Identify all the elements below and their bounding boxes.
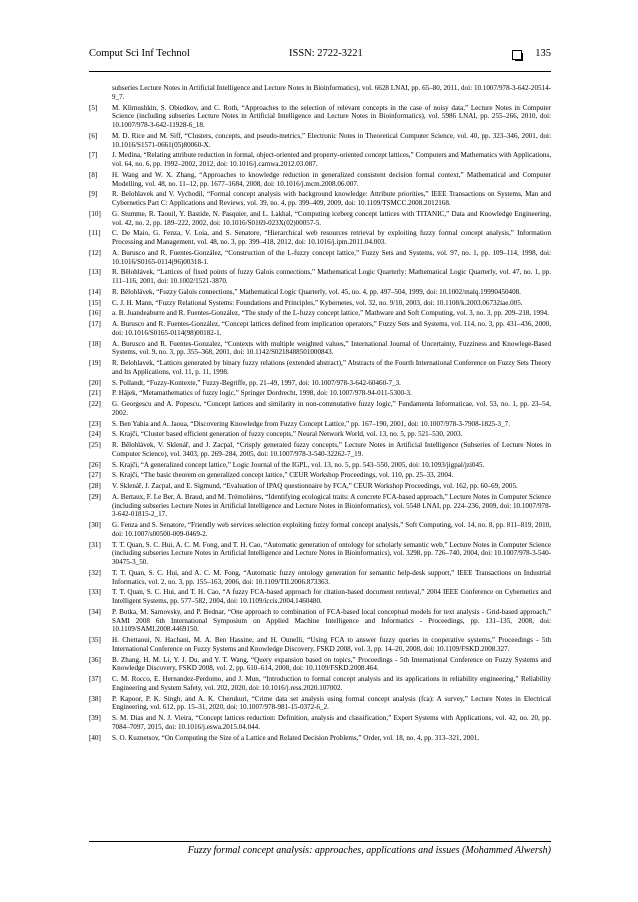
reference-number: [15]: [89, 298, 101, 307]
reference-text: R. Belohlavek, “Lattices generated by binary fuzzy relations (extended abstract),” Abstracts of the Fourth International Conference on Fuzzy Sets Theory and Its Applications, vol. 11, p. 11, 1998.: [112, 359, 551, 376]
reference-text: C. M. Rocco, E. Hernandez-Perdomo, and J. Mun, “Introduction to formal concept analysis and its applications in reliability engineering,” Reliability Engineering and System Safety, vol. 202, 2020, doi: 10.1016/j.ress.2020.107002.: [112, 675, 551, 692]
reference-number: [35]: [89, 636, 101, 644]
reference-item: [89, 210, 551, 228]
reference-number: [32]: [89, 568, 101, 577]
reference-number: [5]: [89, 103, 98, 112]
reference-item: [89, 359, 551, 377]
reference-item: [89, 636, 551, 654]
reference-item: [89, 190, 551, 208]
reference-number: [22]: [89, 400, 101, 408]
reference-list: [89, 84, 551, 744]
reference-item: [89, 340, 551, 358]
reference-number: [20]: [89, 378, 101, 387]
reference-number: [39]: [89, 714, 101, 722]
reference-item: [89, 288, 551, 297]
reference-text: A. Burusco and R. Fuentes-González, “Concept lattices defined from implication operators,” Fuzzy Sets and Systems, vol. 114, no. 3, pp. 431–436, 2000, doi: 10.1016/S0165-0114(98)00182-1.: [112, 320, 551, 337]
reference-text: B. Zhang, H. M. Li, Y. J. Du, and Y. T. Wang, “Query expansion based on topics,” Proceedings - 5th International Conference on Fuzzy Systems and Knowledge Discovery, FSKD 2008, vol. 2, pp. 610–614, 2008, doi: 10.1109/FSKD.2008.464.: [112, 655, 551, 673]
reference-number: [16]: [89, 309, 101, 318]
reference-item: [89, 171, 551, 189]
reference-number: [38]: [89, 694, 101, 703]
reference-text: H. Wang and W. X. Zhang, “Approaches to knowledge reduction in generalized consistent decision formal context,” Mathematical and Computer Modelling, vol. 48, no. 11–12, pp. 1677–1684, 2008, doi: 10.1016/j.mcm.2008.06.007.: [112, 170, 551, 188]
reference-number: [37]: [89, 675, 101, 683]
reference-number: [14]: [89, 287, 101, 296]
reference-item: [89, 608, 551, 634]
reference-number: [18]: [89, 339, 101, 348]
reference-number: [31]: [89, 540, 101, 549]
reference-text: P. Butka, M. Sarnovsky, and P. Bednar, “One approach to combination of FCA-based local conceptual models for text analysis - Grid-based approach,” SAMI 2008 6th International Symposium on Applied Machine Intelligence and Informatics - Proceedings, pp. 131–135, 2008, doi: 10.1109/SAMI.2008.4469150.: [112, 607, 551, 634]
reference-item: [89, 229, 551, 247]
header-rule: [89, 71, 551, 72]
reference-text: A. Burusco and R. Fuentes-González, “Construction of the L-fuzzy concept lattice,” Fuzzy Sets and Systems, vol. 97, no. 1, pp. 109–114, 1998, doi: 10.1016/S0165-0114(96)00318-1.: [112, 248, 551, 266]
reference-number: [11]: [89, 229, 101, 238]
running-title: Fuzzy formal concept analysis: approaches, applications and issues (Mohammed Alwersh): [187, 845, 551, 856]
reference-text: T. T. Quan, S. C. Hui, and A. C. M. Fong, “Automatic fuzzy ontology generation for semantic help-desk support,” IEEE Transactions on Industrial Informatics, vol. 2, no. 3, pp. 155–163, 2006, doi: 10.1109/TII.2006.873363.: [112, 568, 551, 586]
reference-text: P. Hájek, “Metamathematics of fuzzy logic,” Springer Dordrecht, 1998, doi: 10.1007/978-94-011-5300-3.: [112, 389, 412, 398]
reference-text: A. Bertaux, F. Le Ber, A. Braud, and M. Trémolières, “Identifying ecological traits: A concrete FCA-based approach,” Lecture Notes in Computer Science (including subseries Lecture Notes in Artificial Intelligence and Lecture Notes in Bioinformatics), vol. 5548 LNAI, pp. 224–236, 2009, doi: 10.1007/978-3-642-01815-2_17.: [112, 492, 551, 519]
reference-item: [89, 734, 551, 743]
reference-item: [89, 493, 551, 519]
reference-number: [6]: [89, 131, 98, 140]
reference-item: [89, 675, 551, 693]
reference-number: [36]: [89, 655, 101, 664]
reference-item: [89, 320, 551, 338]
reference-item: [89, 389, 551, 398]
reference-number: [13]: [89, 268, 101, 277]
reference-number: [17]: [89, 320, 101, 328]
reference-item: [89, 588, 551, 606]
reference-item: [89, 541, 551, 567]
reference-number: [10]: [89, 209, 101, 218]
reference-number: [23]: [89, 419, 101, 428]
reference-number: [40]: [89, 733, 101, 742]
reference-item: [89, 656, 551, 674]
reference-text: R. Bělohlávek, “Fuzzy Galois connections,” Mathematical Logic Quarterly, vol. 45, no. 4, pp. 497–504, 1999, doi: 10.1002/malq.19990450408.: [112, 287, 521, 296]
footer-rule: [89, 841, 551, 842]
reference-item: [89, 695, 551, 713]
reference-text: M. Klimushkin, S. Obiedkov, and C. Roth, “Approaches to the selection of relevant concepts in the case of noisy data,” Lecture Notes in Computer Science (including subseries Lecture Notes in Artificial Intelligence and Lecture Notes in Bioinformatics), vol. 5986 LNAI, pp. 255–266, 2010, doi: 10.1007/978-3-642-11928-6_18.: [112, 103, 551, 129]
reference-text: S. O. Kuznetsov, “On Computing the Size of a Lattice and Related Decision Problems,” Order, vol. 18, no. 4, pp. 313–321, 2001,: [112, 733, 480, 742]
reference-text: G. Fenza and S. Senatore, “Friendly web services selection exploiting fuzzy formal concept analysis,” Soft Computing, vol. 14, no. 8, pp. 811–819, 2010, doi: 10.1007/s00500-009-0469-2.: [112, 521, 551, 538]
reference-text: R. Belohlavek and V. Vychodil, “Formal concept analysis with background knowledge: Attribute priorities,” IEEE Transactions on Systems, Man and Cybernetics Part C: Applications and Reviews, vol. 39, no. 4, pp. 399–409, 2009, doi: 10.1109/TSMCC.2008.2012168.: [112, 190, 551, 207]
reference-text: J. Medina, “Relating attribute reduction in formal, object-oriented and property-oriented concept lattices,” Computers and Mathematics with Applications, vol. 64, no. 6, pp. 1992–2002, 2012, doi: 10.1016/j.camwa.2012.03.087.: [112, 151, 551, 168]
reference-text: T. T. Quan, S. C. Hui, and T. H. Cao, “A fuzzy FCA-based approach for citation-based document retrieval,” 2004 IEEE Conference on Cybernetics and Intelligent Systems, pp. 577–582, 2004, doi: 10.1109/iccis.2004.1460480.: [112, 588, 551, 605]
reference-text: M. D. Rice and M. Siff, “Clusters, concepts, and pseudo-metrics,” Electronic Notes in Theoretical Computer Science, vol. 40, pp. 323–346, 2001, doi: 10.1016/S1571-0661(05)80060-X.: [112, 131, 551, 149]
reference-item: [89, 482, 551, 491]
page-number: 135: [535, 48, 551, 59]
reference-item: [89, 441, 551, 459]
reference-number: [24]: [89, 430, 101, 439]
reference-item: [89, 151, 551, 169]
reference-item: [89, 400, 551, 418]
reference-number: [21]: [89, 389, 101, 398]
reference-item: [89, 299, 551, 308]
reference-item: [89, 379, 551, 388]
reference-number: [8]: [89, 170, 98, 179]
reference-text: T. T. Quan, S. C. Hui, A. C. M. Fong, and T. H. Cao, “Automatic generation of ontology for scholarly semantic web,” Lecture Notes in Computer Science (including subseries Lecture Notes in Artificial Intelligence and Lecture Notes in Bioinformatics), vol. 3298, pp. 726–740, 2004, doi: 10.1007/978-3-540-30475-3_50.: [112, 540, 551, 566]
page-header: [89, 48, 551, 68]
reference-text: S. Ben Yahia and A. Jaoua, “Discovering Knowledge from Fuzzy Concept Lattice,” pp. 167–190, 2001, doi: 10.1007/978-3-7908-1825-3_7.: [112, 419, 510, 428]
reference-text: A. Burusco and R. Fuentes-Gonzalez, “Contexts with multiple weighted values,” International Journal of Uncertainty, Fuzziness and Knowlege-Based Systems, vol. 9, no. 3, pp. 355–368, 2001, doi: 10.1142/S0218488501000843.: [112, 339, 551, 357]
reference-number: [26]: [89, 460, 101, 469]
reference-text: S. Krajči, “A generalized concept lattice,” Logic Journal of the IGPL, vol. 13, no. 5, pp. 543–550, 2005, doi: 10.1093/jigpal/jzi045.: [112, 460, 485, 469]
reference-text: R. Bělohlávek, V. Sklenář, and J. Zacpal, “Crisply generated fuzzy concepts,” Lecture Notes in Artificial Intelligence (Subseries of Lecture Notes in Computer Science), vol. 3403, pp. 269–284, 2005, doi: 10.1007/978-3-540-32262-7_19.: [112, 441, 551, 458]
reference-number: [34]: [89, 607, 101, 616]
reference-text: G. Georgescu and A. Popescu, “Concept lattices and similarity in non-commutative fuzzy logic,” Fundamenta Informaticae, vol. 53, no. 1, pp. 23–54, 2002.: [112, 400, 551, 417]
reference-text: R. Bělohlávek, “Lattices of fixed points of fuzzy Galois connections,” Mathematical Logic Quarterly: Mathematical Logic Quarterly, vol. 47, no. 1, pp. 111–116, 2001, doi: 10.1002/1521-3870.: [112, 268, 551, 285]
reference-item: [89, 471, 551, 480]
reference-number: [27]: [89, 471, 101, 480]
reference-text: C. De Maio, G. Fenza, V. Loia, and S. Senatore, “Hierarchical web resources retrieval by exploiting fuzzy formal concept analysis,” Information Processing and Management, vol. 48, no. 3, pp. 399–418, 2012, doi: 10.1016/j.ipm.2011.04.003.: [112, 229, 551, 246]
reference-text: C. J. H. Mann, “Fuzzy Relational Systems: Foundations and Principles,” Kybernetes, vol. 32, no. 9/10, 2003, doi: 10.1108/k.2003.06732iae.005.: [112, 298, 523, 307]
reference-item: [89, 268, 551, 286]
reference-item: [89, 132, 551, 150]
journal-name: Comput Sci Inf Technol: [89, 48, 190, 59]
reference-text: a. B. Juandeaburre and R. Fuentes-González, “The study of the L-fuzzy concept lattice,” Mathware and Soft Computing, vol. 3, no. 3, pp. 209–218, 1994.: [112, 309, 549, 318]
reference-text: S. Krajči, “The basic theorem on generalized concept lattice,” CEUR Workshop Proceedings, vol. 110, pp. 25–33, 2004.: [112, 471, 454, 480]
reference-number: [12]: [89, 248, 101, 257]
reference-item: [89, 420, 551, 429]
reference-number: [30]: [89, 521, 101, 529]
reference-text: subseries Lecture Notes in Artificial Intelligence and Lecture Notes in Bioinformatics), vol. 6628 LNAI, pp. 65–80, 2011, doi: 10.1007/978-3-642-20514-9_7.: [112, 84, 551, 101]
reference-text: S. Pollandt, “Fuzzy-Kontexte,” Fuzzy-Begriffe, pp. 21–49, 1997, doi: 10.1007/978-3-642-60460-7_3.: [112, 378, 401, 387]
reference-text: P. Kapoor, P. K. Singh, and A. K. Cherukuri, “Crime data set analysis using formal concept analysis (fca): A survey,” Lecture Notes in Electrical Engineering, vol. 612, pp. 15–31, 2020, doi: 10.1007/978-981-15-0372-6_2.: [112, 694, 551, 712]
reference-item: [89, 461, 551, 470]
reference-text: S. Krajči, “Cluster based efficient generation of fuzzy concepts,” Neural Network World, vol. 13, no. 5, pp. 521–530, 2003.: [112, 430, 463, 439]
reference-item: [89, 430, 551, 439]
reference-item: [89, 569, 551, 587]
reference-item: [89, 84, 551, 102]
reference-number: [29]: [89, 492, 101, 501]
reference-item: [89, 249, 551, 267]
issn-label: ISSN: 2722-3221: [289, 48, 363, 59]
ballot-box-icon: [512, 50, 522, 60]
reference-text: H. Chettaoui, N. Hachani, M. A. Ben Hassine, and H. Ounelli, “Using FCA to answer fuzzy queries in cooperative systems,” Proceedings - 5th International Conference on Fuzzy Systems and Knowledge Discovery, FSKD 2008, vol. 3, pp. 14–20, 2008, doi: 10.1109/FSKD.2008.327.: [112, 636, 551, 653]
reference-number: [33]: [89, 588, 101, 597]
reference-item: [89, 714, 551, 732]
reference-number: [25]: [89, 441, 101, 449]
reference-number: [9]: [89, 190, 98, 199]
reference-text: G. Stumme, R. Taouil, Y. Bastide, N. Pasquier, and L. Lakhal, “Computing iceberg concept lattices with TITANIC,” Data and Knowledge Engineering, vol. 42, no. 2, pp. 189–222, 2002, doi: 10.1016/S0169-023X(02)00057-5.: [112, 209, 551, 227]
reference-item: [89, 104, 551, 130]
reference-text: S. M. Dias and N. J. Vieira, “Concept lattices reduction: Definition, analysis and classification,” Expert Systems with Applications, vol. 42, no. 20, pp. 7084–7097, 2015, doi: 10.1016/j.eswa.2015.04.044.: [112, 714, 551, 731]
reference-text: V. Sklenář, J. Zacpal, and E. Sigmund, “Evaluation of IPAQ questionnaire by FCA,” CEUR Workshop Proceedings, vol. 162, pp. 60–69, 2005.: [112, 482, 518, 490]
reference-number: [19]: [89, 359, 101, 367]
reference-item: [89, 521, 551, 539]
reference-number: [28]: [89, 482, 101, 490]
reference-item: [89, 309, 551, 318]
reference-number: [7]: [89, 151, 98, 160]
